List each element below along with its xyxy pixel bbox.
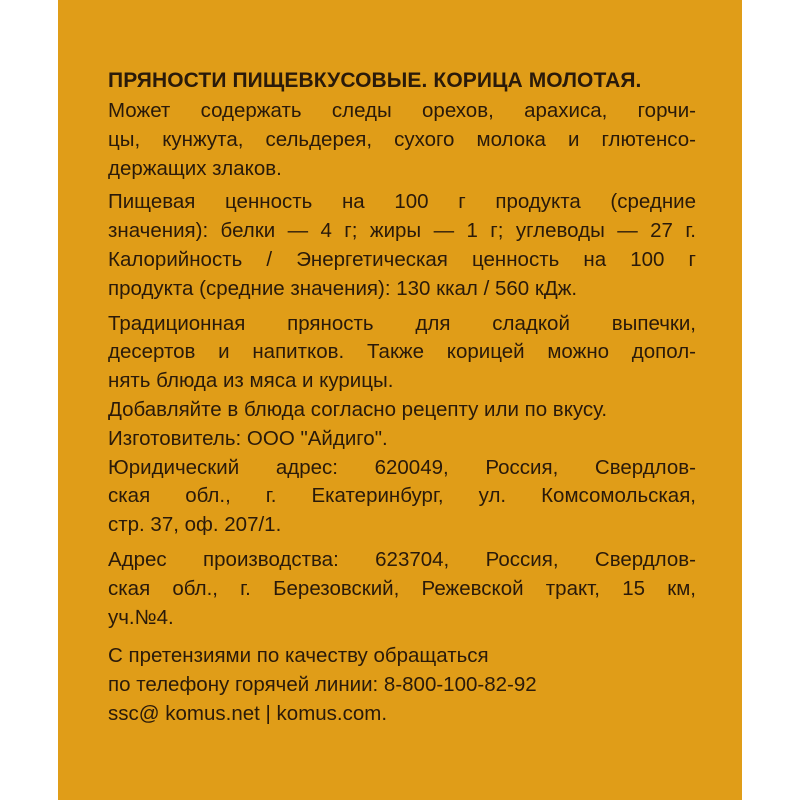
allergen-line: Может содержать следы орехов, арахиса, горчи- <box>108 99 696 122</box>
production-address-line: ская обл., г. Березовский, Режевской тракт, 15 км, <box>108 576 696 600</box>
nutrition-line: Пищевая ценность на 100 г продукта (средние <box>108 190 696 214</box>
nutrition-line: продукта (средние значения): 130 ккал / 560 кДж. <box>108 276 578 300</box>
production-address-line: Адрес производства: 623704, Россия, Свердлов- <box>108 547 696 571</box>
product-description <box>108 310 742 396</box>
legal-address-line: ская обл., г. Екатеринбург, ул. Комсомольская, <box>108 484 696 508</box>
nutrition-line: значения): белки — 4 г; жиры — 1 г; углеводы — 27 г. <box>108 219 696 243</box>
allergen-line: держащих злаков. <box>108 156 282 180</box>
legal-address <box>108 454 742 540</box>
allergen-line: цы, кунжута, сельдерея, сухого молока и глютенсо- <box>108 127 696 151</box>
usage-line: Добавляйте в блюда согласно рецепту или по вкусу. <box>108 397 608 421</box>
product-title: ПРЯНОСТИ ПИЩЕВКУСОВЫЕ. КОРИЦА МОЛОТАЯ. <box>108 69 642 92</box>
contact-email-website: ssc@ komus.net | komus.com. <box>108 701 388 725</box>
allergen-warning <box>108 97 742 183</box>
manufacturer-line: Изготовитель: ООО "Айдиго". <box>108 426 388 450</box>
usage-instructions <box>108 396 742 425</box>
description-line: десертов и напитков. Также корицей можно допол- <box>108 340 696 364</box>
description-line: Традиционная пряность для сладкой выпечки, <box>108 311 696 335</box>
contact-info <box>108 642 742 728</box>
product-label <box>58 0 742 800</box>
manufacturer-name <box>108 425 742 454</box>
contact-line: С претензиями по качеству обращаться <box>108 644 489 668</box>
production-address-line: уч.№4. <box>108 605 174 629</box>
nutrition-facts <box>108 188 742 303</box>
description-line: нять блюда из мяса и курицы. <box>108 369 394 393</box>
hotline-phone: по телефону горячей линии: 8-800-100-82-92 <box>108 673 537 697</box>
legal-address-line: Юридический адрес: 620049, Россия, Свердлов- <box>108 455 696 479</box>
nutrition-line: Калорийность / Энергетическая ценность на 100 г <box>108 247 696 271</box>
legal-address-line: стр. 37, оф. 207/1. <box>108 513 282 537</box>
production-address <box>108 546 742 632</box>
